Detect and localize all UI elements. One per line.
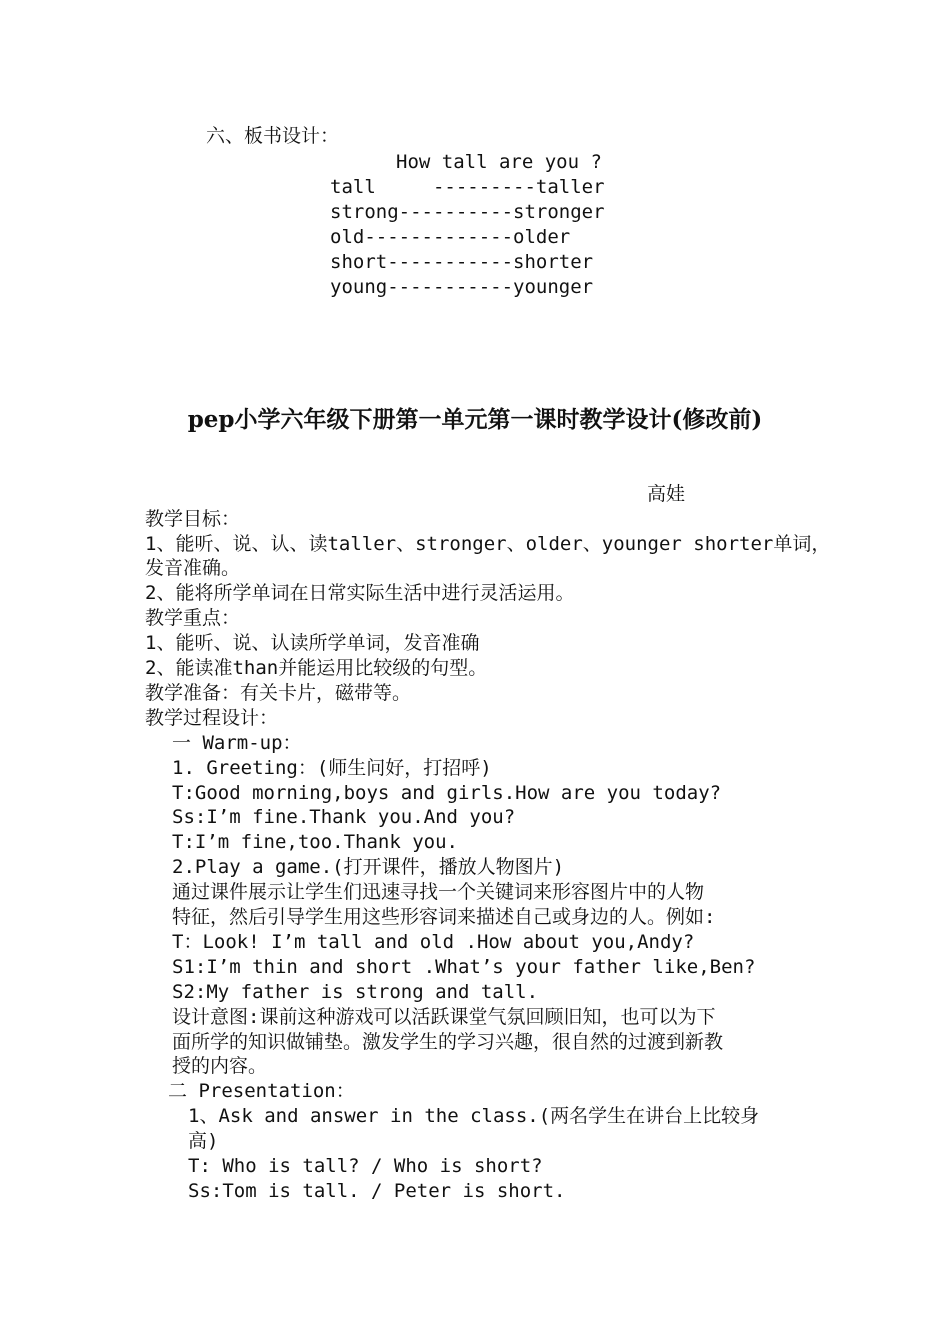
board-title: How tall are you ? bbox=[396, 151, 602, 173]
board-word-pair: old-------------older bbox=[330, 226, 571, 248]
dialogue-line: T: Who is tall? / Who is short? bbox=[188, 1155, 543, 1177]
body-line: 特征，然后引导学生用这些形容词来描述自己或身边的人。例如: bbox=[172, 906, 716, 928]
body-line: 1、能听、说、认读所学单词，发音准确 bbox=[145, 632, 480, 654]
dialogue-line: Ss:Tom is tall. / Peter is short. bbox=[188, 1180, 566, 1202]
body-line: 面所学的知识做铺垫。激发学生的学习兴趣，很自然的过渡到新教 bbox=[172, 1031, 724, 1053]
step-heading: 一 Warm-up： bbox=[172, 732, 302, 754]
section-heading: 教学过程设计： bbox=[145, 707, 279, 729]
board-word-pair: tall ---------taller bbox=[330, 176, 605, 198]
body-line: 1、能听、说、认、读taller、stronger、older、younger shorter单词， bbox=[145, 533, 831, 555]
board-word-pair: strong----------stronger bbox=[330, 201, 605, 223]
dialogue-line: S2:My father is strong and tall. bbox=[172, 981, 539, 1003]
dialogue-line: S1:I’m thin and short .What’s your father like,Ben? bbox=[172, 956, 756, 978]
body-line: 设计意图:课前这种游戏可以活跃课堂气氛回顾旧知，也可以为下 bbox=[172, 1006, 716, 1028]
dialogue-line: T:Good morning,boys and girls.How are you today? bbox=[172, 782, 722, 804]
body-line: 2、能将所学单词在日常实际生活中进行灵活运用。 bbox=[145, 582, 575, 604]
dialogue-line: T:I’m fine,too.Thank you. bbox=[172, 831, 458, 853]
body-line: 高) bbox=[188, 1130, 219, 1152]
body-line: 2.Play a game.(打开课件，播放人物图片) bbox=[172, 856, 565, 878]
body-line: 发音准确。 bbox=[145, 557, 241, 579]
dialogue-line: Ss:I’m fine.Thank you.And you? bbox=[172, 806, 516, 828]
section-heading: 教学重点： bbox=[145, 607, 241, 629]
body-line: 2、能读准than并能运用比较级的句型。 bbox=[145, 657, 488, 679]
body-line: 教学准备：有关卡片，磁带等。 bbox=[145, 682, 412, 704]
section-heading: 教学目标： bbox=[145, 508, 241, 530]
board-word-pair: young-----------younger bbox=[330, 276, 594, 298]
body-line: 1、Ask and answer in the class.(两名学生在讲台上比较身 bbox=[188, 1105, 760, 1127]
dialogue-line: T：Look! I’m tall and old .How about you,Andy? bbox=[172, 931, 695, 953]
document-title: pep小学六年级下册第一单元第一课时教学设计(修改前) bbox=[187, 406, 763, 433]
author-name: 高娃 bbox=[647, 483, 686, 505]
body-line: 1. Greeting：(师生问好，打招呼) bbox=[172, 757, 492, 779]
step-heading: 二 Presentation： bbox=[168, 1080, 355, 1102]
board-word-pair: short-----------shorter bbox=[330, 251, 594, 273]
board-heading: 六、板书设计： bbox=[206, 125, 340, 147]
body-line: 通过课件展示让学生们迅速寻找一个关键词来形容图片中的人物 bbox=[172, 881, 705, 903]
body-line: 授的内容。 bbox=[172, 1055, 268, 1077]
